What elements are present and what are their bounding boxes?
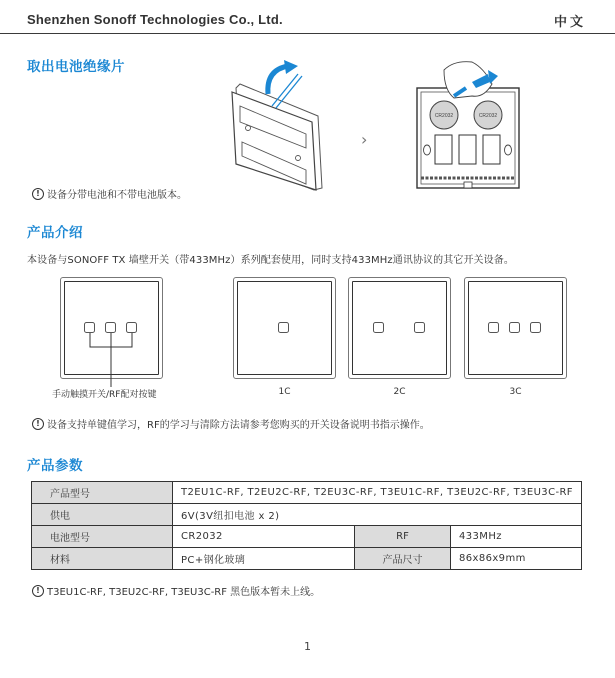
spec-label-power: 供电 <box>32 504 173 526</box>
spec-label-rf: RF <box>355 526 451 548</box>
battery-label-right: CR2032 <box>478 113 498 119</box>
page-header <box>0 0 615 34</box>
touch-key <box>414 322 425 333</box>
callout-label: 手动触摸开关/RF配对按键 <box>52 390 157 400</box>
battery-version-note <box>32 186 187 201</box>
next-step-arrow-icon: › <box>361 130 368 149</box>
switch-panel-3c <box>464 277 567 379</box>
pry-open-illustration <box>226 60 336 192</box>
section-title-specs: 产品参数 <box>27 458 83 474</box>
page-number: 1 <box>304 640 311 653</box>
touch-key <box>488 322 499 333</box>
table-row <box>32 504 582 526</box>
language-label: 中文 <box>553 15 586 30</box>
touch-key <box>530 322 541 333</box>
spec-label-model: 产品型号 <box>32 482 173 504</box>
touch-key <box>278 322 289 333</box>
spec-value-model: T2EU1C-RF, T2EU2C-RF, T2EU3C-RF, T3EU1C-RF, T3EU2C-RF, T3EU3C-RF <box>173 482 582 504</box>
spec-value-material: PC+钢化玻璃 <box>173 548 355 570</box>
spec-label-size: 产品尺寸 <box>355 548 451 570</box>
spec-value-size: 86x86x9mm <box>451 548 582 570</box>
switch-panel-2c <box>348 277 451 379</box>
spec-label-material: 材料 <box>32 548 173 570</box>
intro-text: 本设备与SONOFF TX 墙壁开关（带433MHz）系列配套使用，同时支持433MHz通讯协议的其它开关设备。 <box>27 255 514 266</box>
black-version-note <box>32 583 320 598</box>
company-name: Shenzhen Sonoff Technologies Co., Ltd. <box>27 12 283 27</box>
note-text: 设备支持单键值学习，RF的学习与清除方法请参考您购买的开关设备说明书指示操作。 <box>47 420 430 431</box>
panel-label-3c: 3C <box>509 387 522 397</box>
touch-key <box>373 322 384 333</box>
warning-icon: ! <box>32 188 44 200</box>
spec-label-battery: 电池型号 <box>32 526 173 548</box>
switch-panel-1c <box>233 277 336 379</box>
battery-removal-illustration <box>414 60 524 192</box>
spec-value-rf: 433MHz <box>451 526 582 548</box>
touch-key <box>509 322 520 333</box>
specs-table <box>31 481 582 570</box>
section-title-intro: 产品介绍 <box>27 225 83 241</box>
table-row <box>32 548 582 570</box>
spec-value-power: 6V(3V纽扣电池 x 2) <box>173 504 582 526</box>
table-row <box>32 482 582 504</box>
rf-learning-note <box>32 416 430 431</box>
note-text: 设备分带电池和不带电池版本。 <box>47 190 187 201</box>
warning-icon: ! <box>32 418 44 430</box>
panel-label-2c: 2C <box>393 387 406 397</box>
table-row <box>32 526 582 548</box>
panel-label-1c: 1C <box>278 387 291 397</box>
section-title-remove-insulation: 取出电池绝缘片 <box>27 59 125 75</box>
callout-lines <box>60 277 163 389</box>
spec-value-battery: CR2032 <box>173 526 355 548</box>
note-text: T3EU1C-RF, T3EU2C-RF, T3EU3C-RF 黑色版本暂未上线。 <box>47 587 321 598</box>
warning-icon: ! <box>32 585 44 597</box>
battery-label-left: CR2032 <box>434 113 454 119</box>
